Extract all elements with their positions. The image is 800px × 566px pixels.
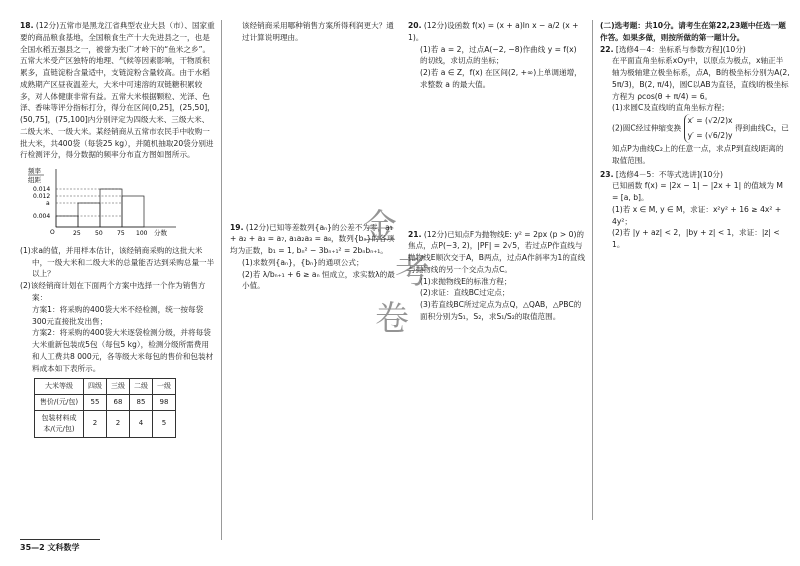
hist-origin: O	[50, 229, 55, 237]
table-row	[35, 395, 176, 411]
q19-score: (12分)	[245, 222, 270, 232]
table-cell: 68	[107, 395, 130, 411]
q23-part2: (2)若 |y + az| < 2，|by + z| < 1，求证：|z| < 1。	[612, 228, 780, 250]
table-cell: 5	[153, 411, 176, 438]
frequency-histogram	[26, 165, 186, 237]
hist-xlabel: 分数	[154, 229, 167, 238]
q18-continuation: 该经销商采用哪种销售方案所得利润更大？通过计算说明理由。	[242, 21, 394, 42]
hist-xtick-50: 50	[95, 230, 103, 238]
column-1	[20, 20, 222, 540]
q22-part2-tail: 得到曲线C₂，已知点P为曲线C₂上的任意一点，求点P到直线l距离的取值范围。	[612, 123, 789, 165]
hist-xtick-75: 75	[117, 230, 125, 238]
hist-ytick-0012: 0.012	[33, 193, 51, 201]
q22-tag: [选修4－4：坐标系与参数方程](10分)	[615, 44, 746, 54]
table-cell: 售价/(元/包)	[35, 395, 84, 411]
q23-part1: (1)若 x ∈ M, y ∈ M，求证：x²y² + 16 ≥ 4x² + 4y²；	[612, 204, 782, 226]
q21-part1: (1)求抛物线E的标准方程；	[420, 276, 512, 286]
hist-xtick-25: 25	[73, 230, 81, 238]
q21-stem	[408, 229, 586, 276]
q18-plan2: 方案2：将采购的400袋大米逐袋检测分级，并将每袋大米重新包装成5包（每包5 kg），检测分级所需费用和人工费共8 000元，各等级大米每包的售价和包装材料成本如下表所示。	[32, 328, 214, 373]
q23-tag: [选修4－5：不等式选讲](10分)	[615, 169, 723, 179]
q20-score: (12分)	[423, 21, 448, 30]
q18-stem	[20, 20, 215, 161]
q22-part2-text: (2)圆C经过伸缩变换	[612, 123, 682, 133]
q20-stem	[408, 20, 586, 44]
column-4	[600, 20, 790, 251]
hist-ylabel-top: 频率	[28, 167, 41, 176]
q20-part1: (1)若 a = 2，过点A(−2, −8)作曲线 y = f(x) 的切线，求切点的坐标；	[420, 44, 577, 66]
hist-ytick-a: a	[46, 200, 50, 208]
q23-stem	[600, 169, 790, 181]
table-header-row	[35, 379, 176, 395]
table-cell: 一级	[153, 379, 176, 395]
q20-body: 设函数 f(x) = (x + a)ln x − a/2 (x + 1)。	[408, 21, 579, 42]
table-cell: 55	[84, 395, 107, 411]
stamp-char-3: 卷	[375, 299, 409, 339]
table-cell: 包装材料成本/(元/包)	[35, 411, 84, 438]
q22-stem	[600, 44, 790, 56]
table-row	[35, 411, 176, 438]
column-2	[230, 20, 400, 292]
transform-brace	[684, 114, 733, 143]
q18-part1: (1)求a的值，并用样本估计，该经销商采购的这批大米中，一级大米和二级大米的总量能否达到采购总量一半以上？	[20, 245, 215, 279]
price-table	[34, 378, 176, 437]
q21-part3: (3)若直线BC所过定点为点Q，△QAB，△PBC的面积分别为S₁，S₂，求S₁/S₂的取值范围。	[420, 300, 582, 321]
q22-body: 在平面直角坐标系xOy中，以原点为极点，x轴正半轴为极轴建立极坐标系，点A，B的极坐标分别为A(2, 5π/3)，B(2, π/4)，圆C以AB为直径，直线l的极坐标方程为 ρcos(θ + π/4) = 6。	[612, 56, 790, 101]
q22-part2	[600, 114, 790, 166]
q22-number: 22.	[600, 44, 614, 54]
table-cell: 三级	[107, 379, 130, 395]
q21-body: 已知点F为抛物线E: y² = 2px (p > 0)的焦点，点P(−3, 2)，|PF| = 2√5，若过点P作直线与抛物线E顺次交于A，B两点，过点A作斜率为1的直线与抛物线的另一个交点为点C。	[408, 229, 586, 274]
q19-stem	[230, 222, 400, 257]
hist-ytick-0004: 0.004	[33, 213, 51, 221]
q18-body: 五常市是黑龙江省典型农业大县（市）、国家重要的商品粮食基地，全国粮食生产十大先进县之一，也是全国水稻五强县之一，被誉为张广才岭下的“鱼米之乡”。五常大米受产区独特的地理、气候等因素影响，干物质积累多，直链淀粉含量适中，支链淀粉含量较高。由于水稻成熟期产区昼夜温差大，大米中可速溶的双链糖积累较多，对人体健康非常有益。五常大米根据颗粒、光泽、色泽、香味等评分指标打分，得分在区间(0,25]，(25,50]，(50,75]，(75,100]内分别评定为四级大米、三级大米、二级大米、一级大米。某经销商从五常市农民手中收购一批大米，共400袋（每袋25 kg），并随机抽取20袋分别进行检测评分，得分数据的频率分布直方图如图所示。	[20, 21, 215, 160]
stamp-char-2: 考	[395, 252, 429, 292]
q21-part2: (2)求证：直线BC过定点；	[420, 288, 510, 298]
page-footer: 35—2 文科数学	[20, 539, 100, 554]
stamp-char-1: 金	[363, 207, 397, 247]
table-cell: 大米等级	[35, 379, 84, 395]
q18-score: (12分)	[35, 21, 60, 30]
q22-part1: (1)求圆C及直线l的直角坐标方程；	[612, 103, 729, 113]
hist-xtick-100: 100	[136, 230, 148, 238]
hist-bar-3	[100, 189, 122, 227]
q20-part2: (2)若 a ∈ Z，f(x) 在区间(2, +∞)上单调递增，求整数 a 的最大值。	[420, 68, 582, 89]
table-cell: 4	[130, 411, 153, 438]
q23-number: 23.	[600, 169, 614, 179]
section-2-title: (二)选考题：共10分。请考生在第22,23题中任选一题作答。如果多做，则按所做的第一题计分。	[600, 21, 786, 42]
hist-ylabel-bottom: 组距	[28, 176, 41, 185]
q19-body: 已知等差数列{aₙ}的公差不为零，a₁ + a₂ + a₃ = a₇, a₁a₂a₃ = a₈，数列{bₙ}的各项均为正数，b₁ = 1, bₙ² − 3bₙ₊₁² = 2bₙbₙ₊₁。	[230, 222, 395, 256]
table-cell: 二级	[130, 379, 153, 395]
q18-plan1: 方案1：将采购的400袋大米不经检测，统一按每袋300元直接批发出售；	[32, 304, 204, 326]
q20-number: 20.	[408, 21, 422, 30]
q18-part2: (2)该经销商计划在下面两个方案中选择一个作为销售方案：	[20, 281, 206, 303]
q23-body: 已知函数 f(x) = |2x − 1| − |2x + 1| 的值域为 M = [a, b]。	[612, 181, 783, 203]
hist-bar-2	[78, 203, 100, 227]
table-cell: 2	[107, 411, 130, 438]
table-cell: 98	[153, 395, 176, 411]
table-cell: 四级	[84, 379, 107, 395]
q21-number: 21.	[408, 229, 422, 239]
hist-bar-1	[56, 216, 78, 227]
transform-y: y′ = (√6/2)y	[687, 130, 733, 140]
q21-score: (12分)	[423, 229, 448, 239]
transform-x: x′ = (√2/2)x	[687, 116, 733, 126]
hist-ytick-0014: 0.014	[33, 186, 51, 194]
q19-number: 19.	[230, 222, 244, 232]
q18-number: 18.	[20, 21, 34, 30]
q19-part2: (2)若 λ/bₙ₊₁ + 6 ≥ aₙ 恒成立，求实数λ的最小值。	[242, 269, 395, 291]
table-cell: 2	[84, 411, 107, 438]
column-3	[408, 20, 593, 520]
q19-part1: (1)求数列{aₙ}，{bₙ}的通项公式；	[242, 257, 364, 267]
table-cell: 85	[130, 395, 153, 411]
hist-bar-4	[122, 196, 144, 227]
